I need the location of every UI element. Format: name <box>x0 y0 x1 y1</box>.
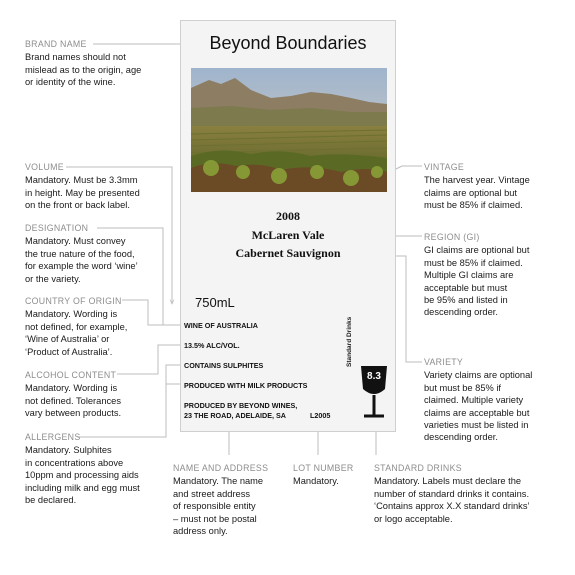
volume-text: 750mL <box>195 295 235 310</box>
producer-line-1: PRODUCED BY BEYOND WINES, <box>184 401 298 410</box>
region-name: McLaren Vale <box>251 228 325 242</box>
annotation-variety: VARIETY Variety claims are optional but must be 85% if claimed. Multiple variety claims are acceptable but varieties must be listed in descending order. <box>424 357 533 443</box>
brand-name: Beyond Boundaries <box>209 33 367 53</box>
annotation-region: REGION (GI) GI claims are optional but must be 85% if claimed. Multiple GI claims are acceptable but must be 95% and listed in descending order. <box>424 232 530 318</box>
standard-drinks-value: 8.3 <box>367 371 381 382</box>
annotation-alcohol-content: ALCOHOL CONTENT Mandatory. Wording is not defined. Tolerances vary between products. <box>25 370 122 419</box>
annotation-standard-drinks: STANDARD DRINKS Mandatory. Labels must declare the number of standard drinks it contains. ‘Contains approx X.X standard drinks’ or logo acceptable. <box>374 463 530 524</box>
annotation-lot-number: LOT NUMBER Mandatory. <box>293 463 354 487</box>
sulphites-text: CONTAINS SULPHITES <box>184 361 264 370</box>
annotation-country-of-origin: COUNTRY OF ORIGIN Mandatory. Wording is not defined, for example, ‘Wine of Australia’ or ‘Product of Australia’. <box>25 296 128 357</box>
vineyard-photo <box>191 68 387 192</box>
vintage-year: 2008 <box>276 209 300 223</box>
milk-text: PRODUCED WITH MILK PRODUCTS <box>184 381 308 390</box>
country-text: WINE OF AUSTRALIA <box>184 321 258 330</box>
annotation-allergens: ALLERGENS Mandatory. Sulphites in concentrations above 10ppm and processing aids including milk and egg must be declared. <box>25 432 140 506</box>
wine-label <box>180 20 396 432</box>
producer-line-2: 23 THE ROAD, ADELAIDE, SA <box>184 411 286 420</box>
annotation-designation: DESIGNATION Mandatory. Must convey the true nature of the food, for example the word ‘wine’ or the variety. <box>25 223 138 284</box>
standard-drinks-caption: Standard Drinks <box>346 316 353 367</box>
annotation-vintage: VINTAGE The harvest year. Vintage claims are optional but must be 85% if claimed. <box>424 162 530 211</box>
variety-name: Cabernet Sauvignon <box>235 246 341 260</box>
annotation-name-and-address: NAME AND ADDRESS Mandatory. The name and street address of responsible entity – must not be postal address only. <box>173 463 269 537</box>
annotation-volume: VOLUME Mandatory. Must be 3.3mm in height. May be presented on the front or back label. <box>25 162 140 211</box>
annotation-brand-name: BRAND NAME Brand names should not mislead as to the origin, age or identity of the wine. <box>25 39 142 88</box>
lot-number: L2005 <box>310 411 331 420</box>
alcohol-text: 13.5% ALC/VOL. <box>184 341 240 350</box>
